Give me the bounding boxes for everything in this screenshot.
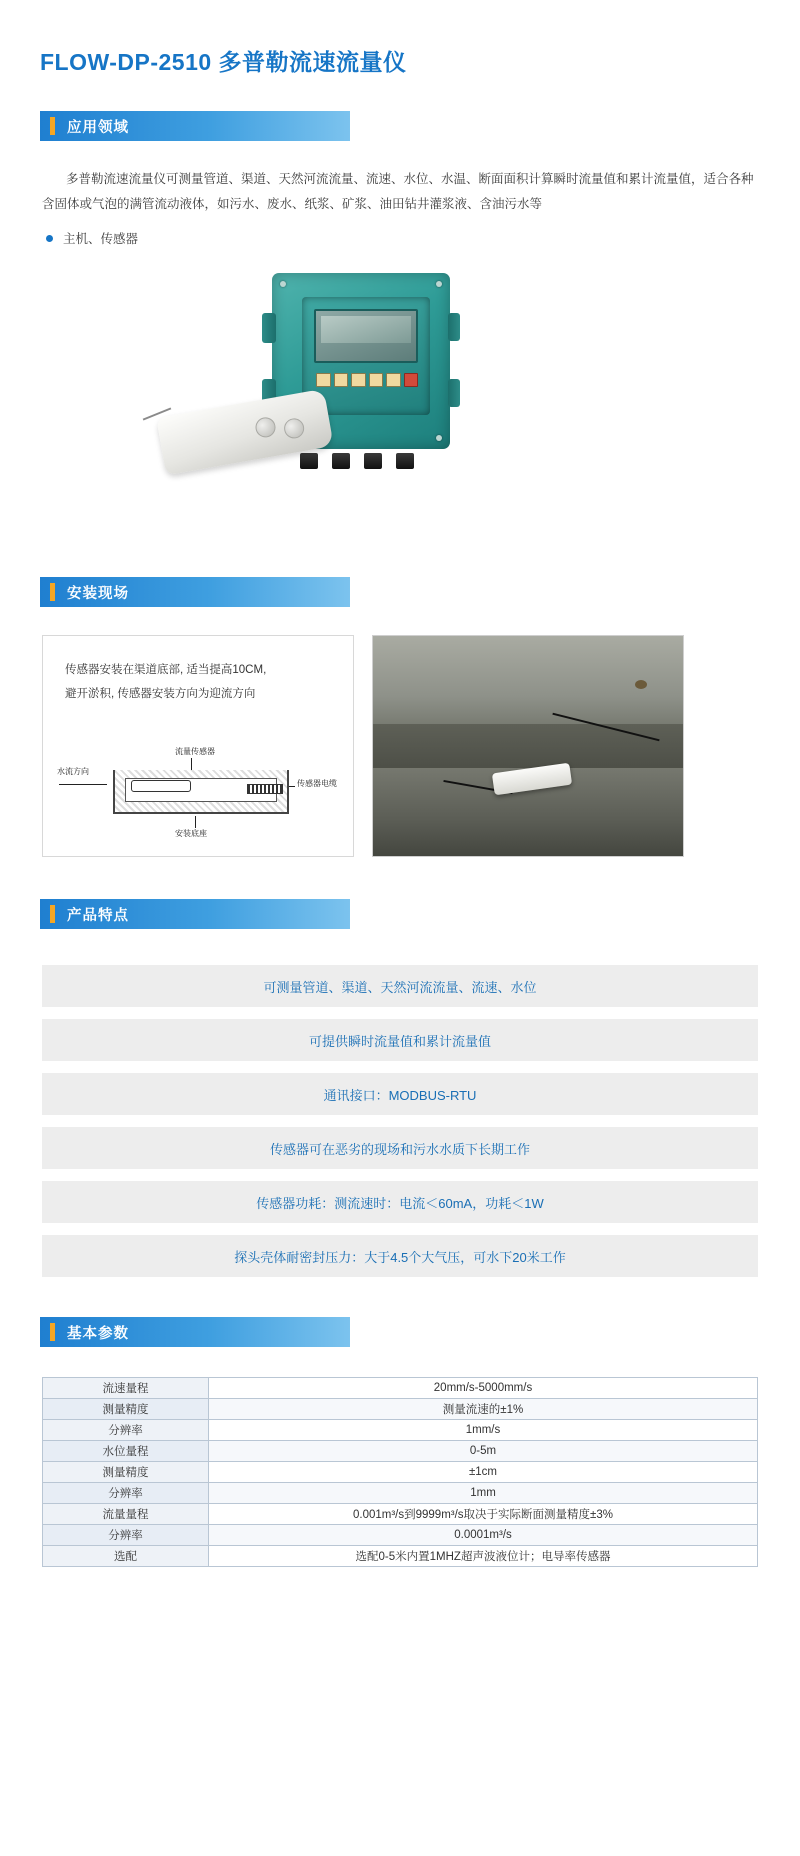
device-key [351,373,366,387]
device-hinge-right-bottom [448,379,460,407]
spec-key: 流速量程 [43,1378,209,1399]
application-bullet-item [46,229,800,247]
spec-key: 分辨率 [43,1420,209,1441]
label-sensor-cable: 传感器电缆 [297,779,337,788]
section-header-install [40,577,350,607]
device-key [386,373,401,387]
table-row [43,1525,758,1546]
device-lcd-screen [314,309,418,363]
accent-bar-icon [50,1323,55,1341]
application-paragraph: 多普勒流速流量仪可测量管道、渠道、天然河流流量、流速、水位、水温、断面面积计算瞬时流量值和累计流量值，适合各种含固体或气泡的满管流动液体，如污水、废水、纸浆、矿浆、油田钻井灌浆液、含油污水等 [42,172,754,211]
install-note-line2: 避开淤积, 传感器安装方向为迎流方向 [65,688,256,701]
page-title: FLOW-DP-2510 多普勒流速流量仪 [40,49,407,75]
feature-item: 可测量管道、渠道、天然河流流量、流速、水位 [42,965,758,1007]
device-hinge-right-top [448,313,460,341]
table-row [43,1378,758,1399]
doppler-sensor-illustration [142,385,337,471]
sensor-transducer-port [254,416,277,439]
feature-item: 传感器可在恶劣的现场和污水水质下长期工作 [42,1127,758,1169]
spec-key: 分辨率 [43,1483,209,1504]
spec-value: 20mm/s-5000mm/s [209,1378,758,1399]
section-header-params-label: 基本参数 [67,1325,129,1342]
install-site-photo [372,635,684,857]
product-photo [0,253,800,543]
table-row [43,1483,758,1504]
sensor-in-channel [131,780,191,792]
install-diagram-panel [42,635,354,857]
feature-item: 探头壳体耐密封压力：大于4.5个大气压，可水下20米工作 [42,1235,758,1277]
flow-arrow [59,784,107,785]
cable-in-channel [247,784,283,794]
spec-key: 分辨率 [43,1525,209,1546]
spec-key: 测量精度 [43,1399,209,1420]
section-header-params [40,1317,350,1347]
sensor-housing [156,389,333,476]
section-header-features [40,899,350,929]
device-hinge-left-top [262,313,276,343]
install-figures [42,635,758,857]
feature-item: 可提供瞬时流量值和累计流量值 [42,1019,758,1061]
sensor-transducer-port [283,417,306,440]
accent-bar-icon [50,905,55,923]
section-header-features-label: 产品特点 [67,907,129,924]
application-bullet-label: 主机、传感器 [63,232,139,246]
spec-value: 1mm/s [209,1420,758,1441]
spec-value: 0-5m [209,1441,758,1462]
spec-value: ±1cm [209,1462,758,1483]
accent-bar-icon [50,583,55,601]
install-note [43,636,353,706]
photo-insect [635,680,647,689]
spec-value: 0.0001m³/s [209,1525,758,1546]
section-header-install-label: 安装现场 [67,585,129,602]
spec-value: 选配0-5米内置1MHZ超声波液位计；电导率传感器 [209,1546,758,1567]
spec-table-wrapper [42,1377,758,1567]
feature-item: 通讯接口：MODBUS-RTU [42,1073,758,1115]
spec-key: 选配 [43,1546,209,1567]
accent-bar-icon [50,117,55,135]
feature-list [42,965,758,1277]
spec-table [42,1377,758,1567]
label-flow-direction: 水流方向 [57,767,89,776]
table-row [43,1546,758,1567]
device-key [369,373,384,387]
cable-gland [396,453,414,469]
label-flow-sensor: 流量传感器 [175,747,215,756]
spec-key: 水位量程 [43,1441,209,1462]
table-row [43,1399,758,1420]
spec-value: 测量流速的±1% [209,1399,758,1420]
table-row [43,1420,758,1441]
spec-value: 1mm [209,1483,758,1504]
table-row [43,1462,758,1483]
cable-gland [364,453,382,469]
spec-key: 流量量程 [43,1504,209,1525]
feature-item: 传感器功耗：测流速时：电流＜60mA，功耗＜1W [42,1181,758,1223]
bullet-dot-icon [46,235,53,242]
table-row [43,1504,758,1525]
section-header-application-label: 应用领域 [67,119,129,136]
device-lcd-glow [321,316,411,343]
table-row [43,1441,758,1462]
install-note-line1: 传感器安装在渠道底部, 适当提高10CM, [65,664,267,676]
spec-value: 0.001m³/s到9999m³/s取决于实际断面测量精度±3% [209,1504,758,1525]
device-key-power [404,373,419,387]
label-mounting-base: 安装底座 [175,829,207,838]
leader-line-base [195,816,196,828]
section-header-application [40,111,350,141]
spec-key: 测量精度 [43,1462,209,1483]
install-cross-section-diagram [57,740,341,850]
